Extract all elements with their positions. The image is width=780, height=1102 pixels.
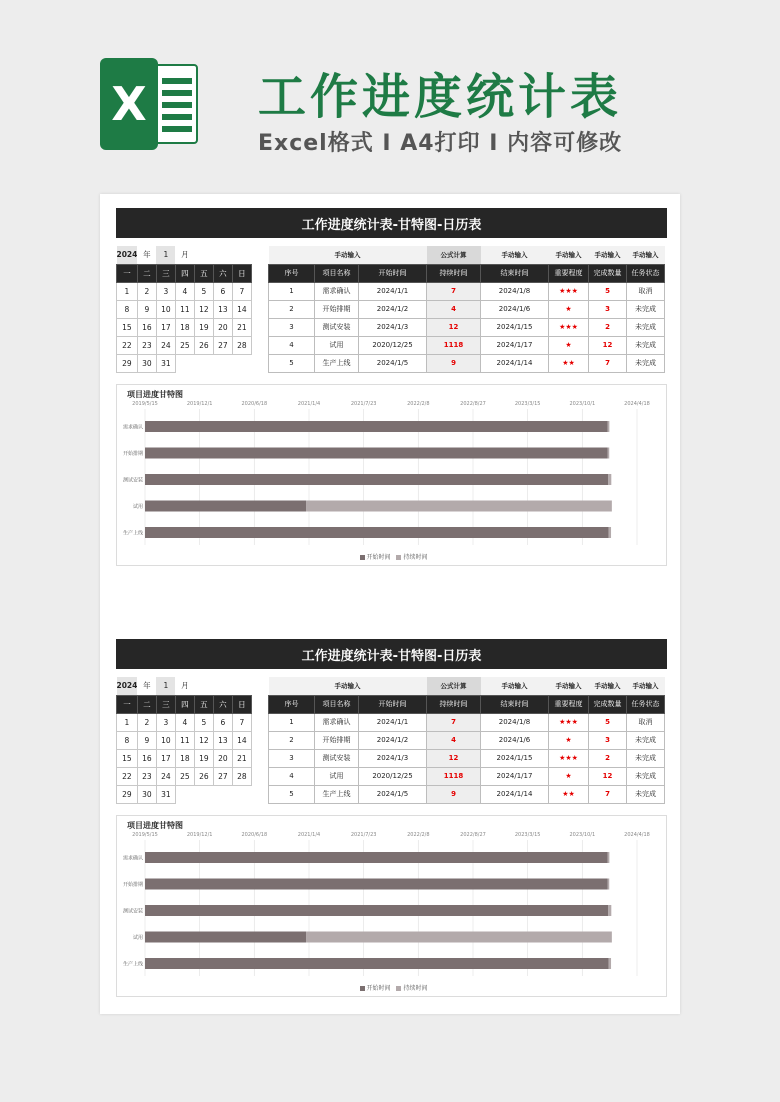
gantt-chart xyxy=(116,815,667,997)
calendar-day[interactable]: 31 xyxy=(156,785,175,803)
schedule-sheet xyxy=(116,208,667,561)
cell-project[interactable]: 开始排期 xyxy=(315,300,359,318)
calendar-day[interactable]: 24 xyxy=(156,336,175,354)
cell-start[interactable]: 2024/1/1 xyxy=(359,713,427,731)
calendar-day[interactable]: 20 xyxy=(213,318,232,336)
calendar-day[interactable]: 6 xyxy=(213,282,232,300)
calendar-day[interactable]: 21 xyxy=(232,749,251,767)
calendar-day[interactable]: 3 xyxy=(156,713,175,731)
gantt-plot xyxy=(117,385,666,565)
cell-status[interactable]: 未完成 xyxy=(627,354,665,372)
calendar-day[interactable]: 17 xyxy=(156,749,175,767)
cell-project[interactable]: 需求确认 xyxy=(315,713,359,731)
calendar-day[interactable]: 3 xyxy=(156,282,175,300)
cell-priority[interactable]: ★★★ xyxy=(549,282,589,300)
calendar-day[interactable]: 17 xyxy=(156,318,175,336)
cell-end[interactable]: 2024/1/6 xyxy=(481,731,549,749)
cell-end[interactable]: 2024/1/14 xyxy=(481,354,549,372)
weekday-label: 六 xyxy=(213,695,232,713)
cell-end[interactable]: 2024/1/17 xyxy=(481,336,549,354)
bar-duration xyxy=(306,932,612,943)
weekday-label: 五 xyxy=(194,264,213,282)
weekday-label: 二 xyxy=(137,264,156,282)
calendar-day[interactable]: 9 xyxy=(137,300,156,318)
bar-duration xyxy=(607,852,609,863)
cell-index[interactable]: 2 xyxy=(269,300,315,318)
calendar-day[interactable]: 21 xyxy=(232,318,251,336)
calendar-day[interactable]: 13 xyxy=(213,300,232,318)
cell-start[interactable]: 2024/1/5 xyxy=(359,354,427,372)
weekday-label: 一 xyxy=(117,695,138,713)
calendar-day[interactable]: 22 xyxy=(117,336,138,354)
cell-index[interactable]: 1 xyxy=(269,282,315,300)
cell-count[interactable]: 7 xyxy=(589,354,627,372)
cell-end[interactable]: 2024/1/8 xyxy=(481,713,549,731)
bar-duration xyxy=(609,527,611,538)
cell-status[interactable]: 取消 xyxy=(627,713,665,731)
bar-start-time xyxy=(145,932,306,943)
table-row xyxy=(269,318,665,336)
calendar-day[interactable]: 7 xyxy=(232,282,251,300)
cell-project[interactable]: 测试安装 xyxy=(315,749,359,767)
column-header: 开始时间 xyxy=(359,695,427,713)
table-row xyxy=(269,300,665,318)
group-header-manual: 手动输入 xyxy=(589,246,627,264)
calendar-day[interactable]: 19 xyxy=(194,318,213,336)
group-header-manual: 手动输入 xyxy=(481,677,549,695)
bar-duration xyxy=(608,474,611,485)
bar-duration xyxy=(608,905,611,916)
column-header: 结束时间 xyxy=(481,695,549,713)
gantt-plot xyxy=(117,816,666,996)
calendar-year-label: 年 xyxy=(137,677,156,695)
weekday-label: 五 xyxy=(194,695,213,713)
cell-project[interactable]: 试用 xyxy=(315,767,359,785)
column-header: 完成数量 xyxy=(589,695,627,713)
calendar-day[interactable]: 23 xyxy=(137,767,156,785)
cell-duration[interactable]: 9 xyxy=(427,354,481,372)
calendar-day[interactable]: 4 xyxy=(175,713,194,731)
cell-index[interactable]: 3 xyxy=(269,749,315,767)
calendar-month-label: 月 xyxy=(175,246,194,264)
x-tick-label: 2020/6/18 xyxy=(241,401,268,407)
calendar-day[interactable]: 5 xyxy=(194,713,213,731)
calendar-day[interactable]: 30 xyxy=(137,785,156,803)
calendar-day[interactable]: 26 xyxy=(194,336,213,354)
calendar-day[interactable]: 6 xyxy=(213,713,232,731)
calendar-day[interactable]: 2 xyxy=(137,282,156,300)
cell-index[interactable]: 5 xyxy=(269,354,315,372)
calendar-day[interactable]: 28 xyxy=(232,336,251,354)
cell-end[interactable]: 2024/1/14 xyxy=(481,785,549,803)
x-tick-label: 2022/2/8 xyxy=(407,401,430,407)
legend-swatch-duration xyxy=(396,986,401,991)
cell-end[interactable]: 2024/1/15 xyxy=(481,749,549,767)
y-category-label: 需求确认 xyxy=(122,855,143,862)
task-table xyxy=(268,677,665,804)
calendar-day[interactable]: 18 xyxy=(175,749,194,767)
bar-start-time xyxy=(145,527,609,538)
bar-start-time xyxy=(145,421,607,432)
weekday-label: 三 xyxy=(156,695,175,713)
cell-count[interactable]: 2 xyxy=(589,749,627,767)
bar-start-time xyxy=(145,852,607,863)
cell-duration[interactable]: 4 xyxy=(427,300,481,318)
task-table xyxy=(268,246,665,373)
cell-status[interactable]: 未完成 xyxy=(627,785,665,803)
cell-start[interactable]: 2024/1/2 xyxy=(359,300,427,318)
cell-duration[interactable]: 7 xyxy=(427,282,481,300)
cell-priority[interactable]: ★ xyxy=(549,300,589,318)
legend-label-duration: 持续时间 xyxy=(403,554,428,561)
cell-project[interactable]: 需求确认 xyxy=(315,282,359,300)
table-row xyxy=(269,713,665,731)
x-tick-label: 2022/8/27 xyxy=(460,401,486,407)
calendar-day[interactable]: 7 xyxy=(232,713,251,731)
calendar-month-label: 月 xyxy=(175,677,194,695)
cell-index[interactable]: 4 xyxy=(269,767,315,785)
calendar-day[interactable]: 25 xyxy=(175,336,194,354)
cell-duration[interactable]: 12 xyxy=(427,318,481,336)
group-header-formula: 公式计算 xyxy=(427,246,481,264)
cell-priority[interactable]: ★★★ xyxy=(549,749,589,767)
bar-duration xyxy=(306,501,612,512)
calendar-day[interactable]: 15 xyxy=(117,318,138,336)
calendar-day[interactable]: 14 xyxy=(232,300,251,318)
weekday-label: 四 xyxy=(175,264,194,282)
column-header: 重要程度 xyxy=(549,695,589,713)
group-header-formula: 公式计算 xyxy=(427,677,481,695)
bar-start-time xyxy=(145,879,608,890)
cell-start[interactable]: 2020/12/25 xyxy=(359,336,427,354)
table-row xyxy=(269,282,665,300)
weekday-label: 日 xyxy=(232,695,251,713)
calendar-day[interactable]: 12 xyxy=(194,300,213,318)
cell-status[interactable]: 未完成 xyxy=(627,731,665,749)
weekday-label: 日 xyxy=(232,264,251,282)
x-tick-label: 2019/5/15 xyxy=(132,832,158,838)
cell-priority[interactable]: ★★★ xyxy=(549,318,589,336)
x-tick-label: 2019/5/15 xyxy=(132,401,158,407)
legend-swatch-start xyxy=(360,555,365,560)
cell-start[interactable]: 2024/1/3 xyxy=(359,318,427,336)
group-header-manual: 手动输入 xyxy=(549,246,589,264)
calendar-day[interactable]: 26 xyxy=(194,767,213,785)
calendar-day[interactable]: 22 xyxy=(117,767,138,785)
cell-duration[interactable]: 12 xyxy=(427,749,481,767)
bar-start-time xyxy=(145,448,608,459)
sheet-banner: 工作进度统计表-甘特图-日历表 xyxy=(116,639,667,669)
weekday-label: 四 xyxy=(175,695,194,713)
cell-count[interactable]: 2 xyxy=(589,318,627,336)
cell-status[interactable]: 未完成 xyxy=(627,318,665,336)
column-header: 开始时间 xyxy=(359,264,427,282)
x-tick-label: 2021/1/4 xyxy=(297,832,321,838)
bar-start-time xyxy=(145,501,306,512)
calendar-day[interactable]: 11 xyxy=(175,731,194,749)
cell-count[interactable]: 5 xyxy=(589,713,627,731)
cell-end[interactable]: 2024/1/6 xyxy=(481,300,549,318)
cell-start[interactable]: 2024/1/2 xyxy=(359,731,427,749)
x-tick-label: 2019/12/1 xyxy=(186,832,213,838)
column-header: 序号 xyxy=(269,264,315,282)
gantt-title: 项目进度甘特图 xyxy=(127,390,183,399)
cell-end[interactable]: 2024/1/17 xyxy=(481,767,549,785)
cell-status[interactable]: 未完成 xyxy=(627,767,665,785)
cell-index[interactable]: 2 xyxy=(269,731,315,749)
cell-priority[interactable]: ★★★ xyxy=(549,713,589,731)
cell-priority[interactable]: ★★ xyxy=(549,354,589,372)
calendar-day[interactable]: 24 xyxy=(156,767,175,785)
cell-project[interactable]: 试用 xyxy=(315,336,359,354)
bar-duration xyxy=(608,448,610,459)
y-category-label: 生产上线 xyxy=(122,530,143,537)
calendar-day[interactable]: 9 xyxy=(137,731,156,749)
cell-project[interactable]: 测试安装 xyxy=(315,318,359,336)
x-tick-label: 2023/10/1 xyxy=(569,832,596,838)
calendar-day[interactable]: 27 xyxy=(213,767,232,785)
x-tick-label: 2024/4/18 xyxy=(624,401,650,407)
calendar-day[interactable]: 18 xyxy=(175,318,194,336)
weekday-label: 三 xyxy=(156,264,175,282)
cell-duration[interactable]: 4 xyxy=(427,731,481,749)
group-header-manual: 手动输入 xyxy=(627,677,665,695)
calendar-day[interactable]: 23 xyxy=(137,336,156,354)
table-row xyxy=(269,336,665,354)
calendar-day[interactable]: 12 xyxy=(194,731,213,749)
column-header: 完成数量 xyxy=(589,264,627,282)
calendar-year[interactable]: 2024 xyxy=(117,677,138,695)
column-header: 持续时间 xyxy=(427,264,481,282)
calendar-day[interactable]: 15 xyxy=(117,749,138,767)
calendar-day[interactable]: 30 xyxy=(137,354,156,372)
cell-status[interactable]: 取消 xyxy=(627,282,665,300)
x-tick-label: 2022/8/27 xyxy=(460,832,486,838)
calendar-day[interactable]: 20 xyxy=(213,749,232,767)
table-row xyxy=(269,354,665,372)
y-category-label: 需求确认 xyxy=(122,424,143,431)
calendar-day[interactable]: 11 xyxy=(175,300,194,318)
cell-duration[interactable]: 1118 xyxy=(427,336,481,354)
calendar-day[interactable]: 19 xyxy=(194,749,213,767)
calendar-month[interactable]: 1 xyxy=(156,677,175,695)
cell-index[interactable]: 4 xyxy=(269,336,315,354)
gantt-title: 项目进度甘特图 xyxy=(127,821,183,830)
cell-index[interactable]: 1 xyxy=(269,713,315,731)
calendar-day[interactable]: 10 xyxy=(156,300,175,318)
weekday-label: 一 xyxy=(117,264,138,282)
gantt-legend xyxy=(117,983,666,992)
x-tick-label: 2021/7/23 xyxy=(350,832,377,838)
cell-duration[interactable]: 9 xyxy=(427,785,481,803)
calendar-day[interactable]: 16 xyxy=(137,318,156,336)
excel-x-icon: X xyxy=(100,58,158,150)
calendar-day[interactable]: 13 xyxy=(213,731,232,749)
calendar-day[interactable]: 1 xyxy=(117,282,138,300)
y-category-label: 试用 xyxy=(132,504,143,510)
cell-count[interactable]: 7 xyxy=(589,785,627,803)
cell-priority[interactable]: ★ xyxy=(549,731,589,749)
document-page xyxy=(100,194,680,1014)
cell-priority[interactable]: ★ xyxy=(549,336,589,354)
column-header: 任务状态 xyxy=(627,264,665,282)
cell-priority[interactable]: ★ xyxy=(549,767,589,785)
calendar-day[interactable]: 2 xyxy=(137,713,156,731)
group-header-manual: 手动输入 xyxy=(481,246,549,264)
calendar-day[interactable]: 25 xyxy=(175,767,194,785)
calendar xyxy=(116,246,252,373)
cell-start[interactable]: 2024/1/3 xyxy=(359,749,427,767)
table-row xyxy=(269,785,665,803)
legend-label-start: 开始时间 xyxy=(366,985,391,992)
calendar-day[interactable]: 28 xyxy=(232,767,251,785)
cell-priority[interactable]: ★★ xyxy=(549,785,589,803)
table-row xyxy=(269,749,665,767)
y-category-label: 开始排期 xyxy=(122,451,143,457)
calendar-day[interactable]: 8 xyxy=(117,731,138,749)
x-tick-label: 2023/3/15 xyxy=(514,832,541,838)
cell-start[interactable]: 2024/1/5 xyxy=(359,785,427,803)
x-tick-label: 2020/6/18 xyxy=(241,832,268,838)
gantt-chart xyxy=(116,384,667,566)
bar-duration xyxy=(609,958,611,969)
x-tick-label: 2024/4/18 xyxy=(624,832,650,838)
cell-start[interactable]: 2020/12/25 xyxy=(359,767,427,785)
cell-end[interactable]: 2024/1/15 xyxy=(481,318,549,336)
legend-swatch-duration xyxy=(396,555,401,560)
x-tick-label: 2019/12/1 xyxy=(186,401,213,407)
cell-index[interactable]: 3 xyxy=(269,318,315,336)
cell-project[interactable]: 生产上线 xyxy=(315,354,359,372)
calendar-day[interactable]: 8 xyxy=(117,300,138,318)
cell-count[interactable]: 12 xyxy=(589,336,627,354)
cell-duration[interactable]: 1118 xyxy=(427,767,481,785)
calendar xyxy=(116,677,252,804)
y-category-label: 测试安装 xyxy=(122,477,143,484)
calendar-year[interactable]: 2024 xyxy=(117,246,138,264)
calendar-month[interactable]: 1 xyxy=(156,246,175,264)
column-header: 项目名称 xyxy=(315,264,359,282)
cell-status[interactable]: 未完成 xyxy=(627,749,665,767)
x-tick-label: 2023/3/15 xyxy=(514,401,541,407)
gantt-legend xyxy=(117,552,666,561)
cell-count[interactable]: 12 xyxy=(589,767,627,785)
y-category-label: 生产上线 xyxy=(122,961,143,968)
group-header-manual: 手动输入 xyxy=(589,677,627,695)
column-header: 项目名称 xyxy=(315,695,359,713)
bar-start-time xyxy=(145,905,608,916)
weekday-label: 六 xyxy=(213,264,232,282)
table-row xyxy=(269,767,665,785)
calendar-day[interactable]: 31 xyxy=(156,354,175,372)
calendar-day[interactable]: 1 xyxy=(117,713,138,731)
x-tick-label: 2021/1/4 xyxy=(297,401,321,407)
legend-swatch-start xyxy=(360,986,365,991)
schedule-sheet xyxy=(116,639,667,992)
weekday-label: 二 xyxy=(137,695,156,713)
table-row xyxy=(269,731,665,749)
y-category-label: 试用 xyxy=(132,935,143,941)
hero-title: 工作进度统计表 xyxy=(258,69,623,125)
excel-logo xyxy=(100,58,198,150)
column-header: 持续时间 xyxy=(427,695,481,713)
cell-index[interactable]: 5 xyxy=(269,785,315,803)
sheet-banner: 工作进度统计表-甘特图-日历表 xyxy=(116,208,667,238)
legend-label-duration: 持续时间 xyxy=(403,985,428,992)
cell-status[interactable]: 未完成 xyxy=(627,336,665,354)
hero-subtitle: Excel格式 I A4打印 I 内容可修改 xyxy=(258,131,623,156)
bar-duration xyxy=(607,421,609,432)
calendar-day[interactable]: 27 xyxy=(213,336,232,354)
x-tick-label: 2023/10/1 xyxy=(569,401,596,407)
cell-count[interactable]: 3 xyxy=(589,300,627,318)
bar-duration xyxy=(608,879,610,890)
calendar-day[interactable]: 16 xyxy=(137,749,156,767)
cell-end[interactable]: 2024/1/8 xyxy=(481,282,549,300)
cell-project[interactable]: 生产上线 xyxy=(315,785,359,803)
x-tick-label: 2022/2/8 xyxy=(407,832,430,838)
calendar-day[interactable]: 5 xyxy=(194,282,213,300)
calendar-day[interactable]: 4 xyxy=(175,282,194,300)
column-header: 结束时间 xyxy=(481,264,549,282)
column-header: 任务状态 xyxy=(627,695,665,713)
calendar-day[interactable]: 29 xyxy=(117,785,138,803)
column-header: 重要程度 xyxy=(549,264,589,282)
calendar-day[interactable]: 10 xyxy=(156,731,175,749)
calendar-year-label: 年 xyxy=(137,246,156,264)
cell-duration[interactable]: 7 xyxy=(427,713,481,731)
legend-label-start: 开始时间 xyxy=(366,554,391,561)
group-header-manual: 手动输入 xyxy=(549,677,589,695)
y-category-label: 测试安装 xyxy=(122,908,143,915)
y-category-label: 开始排期 xyxy=(122,882,143,888)
cell-start[interactable]: 2024/1/1 xyxy=(359,282,427,300)
group-header-manual: 手动输入 xyxy=(269,677,427,695)
cell-status[interactable]: 未完成 xyxy=(627,300,665,318)
cell-project[interactable]: 开始排期 xyxy=(315,731,359,749)
calendar-day[interactable]: 14 xyxy=(232,731,251,749)
bar-start-time xyxy=(145,474,608,485)
calendar-day[interactable]: 29 xyxy=(117,354,138,372)
cell-count[interactable]: 3 xyxy=(589,731,627,749)
bar-start-time xyxy=(145,958,609,969)
column-header: 序号 xyxy=(269,695,315,713)
group-header-manual: 手动输入 xyxy=(627,246,665,264)
group-header-manual: 手动输入 xyxy=(269,246,427,264)
x-tick-label: 2021/7/23 xyxy=(350,401,377,407)
cell-count[interactable]: 5 xyxy=(589,282,627,300)
